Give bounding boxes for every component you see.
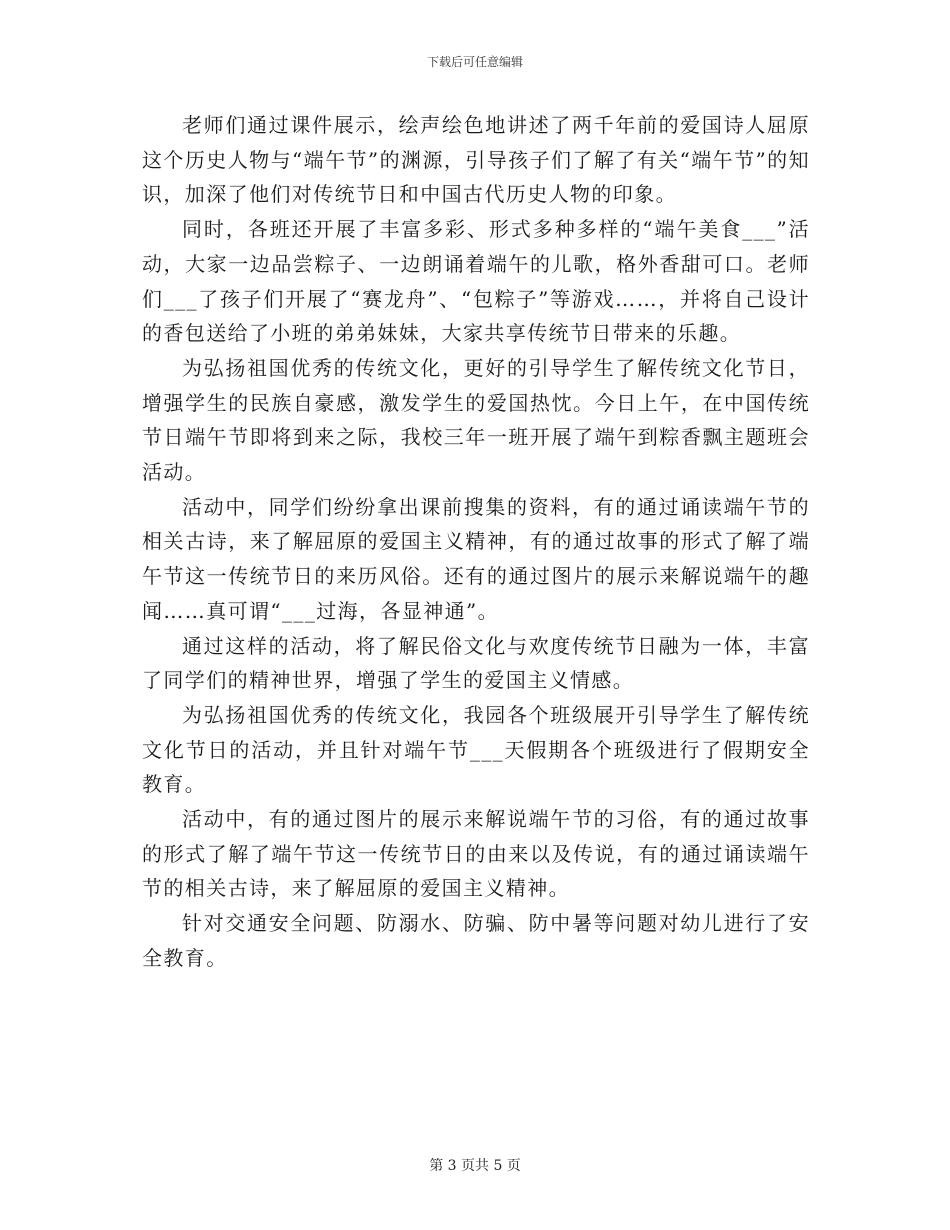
paragraph-5: 通过这样的活动，将了解民俗文化与欢度传统节日融为一体，丰富了同学们的精神世界，增强了学生的爱国主义情感。 (142, 633, 810, 693)
paragraph-6: 为弘扬祖国优秀的传统文化，我园各个班级展开引导学生了解传统文化节日的活动，并且针对端午节___天假期各个班级进行了假期安全教育。 (142, 702, 810, 797)
paragraph-8: 针对交通安全问题、防溺水、防骗、防中暑等问题对幼儿进行了安全教育。 (142, 911, 810, 970)
paragraph-3: 为弘扬祖国优秀的传统文化，更好的引导学生了解传统文化节日，增强学生的民族自豪感，激发学生的爱国热忱。今日上午，在中国传统节日端午节即将到来之际，我校三年一班开展了端午到粽香飘主题班会活动。 (142, 355, 810, 485)
page-number: 第 3 页共 5 页 (429, 1158, 521, 1174)
page-header: 下载后可任意编辑 (426, 55, 523, 69)
paragraph-1: 老师们通过课件展示，绘声绘色地讲述了两千年前的爱国诗人屈原这个历史人物与“端午节”的渊源，引导孩子们了解了有关“端午节”的知识，加深了他们对传统节日和中国古代历史人物的印象。 (142, 113, 810, 207)
document-body (142, 108, 810, 976)
paragraph-4: 活动中，同学们纷纷拿出课前搜集的资料，有的通过诵读端午节的相关古诗，来了解屈原的爱国主义精神，有的通过故事的形式了解了端午节这一传统节日的来历风俗。还有的通过图片的展示来解说端午的趣闻……真可谓“___过海，各显神通”。 (142, 494, 810, 623)
paragraph-2: 同时，各班还开展了丰富多彩、形式多种多样的“端午美食___”活动，大家一边品尝粽子、一边朗诵着端午的儿歌，格外香甜可口。老师们___了孩子们开展了“赛龙舟”、“包粽子”等游戏……，并将自己设计的香包送给了小班的弟弟妹妹，大家共享传统节日带来的乐趣。 (142, 217, 810, 346)
paragraph-7: 活动中，有的通过图片的展示来解说端午节的习俗，有的通过故事的形式了解了端午节这一传统节日的由来以及传说，有的通过诵读端午节的相关古诗，来了解屈原的爱国主义精神。 (142, 807, 810, 901)
